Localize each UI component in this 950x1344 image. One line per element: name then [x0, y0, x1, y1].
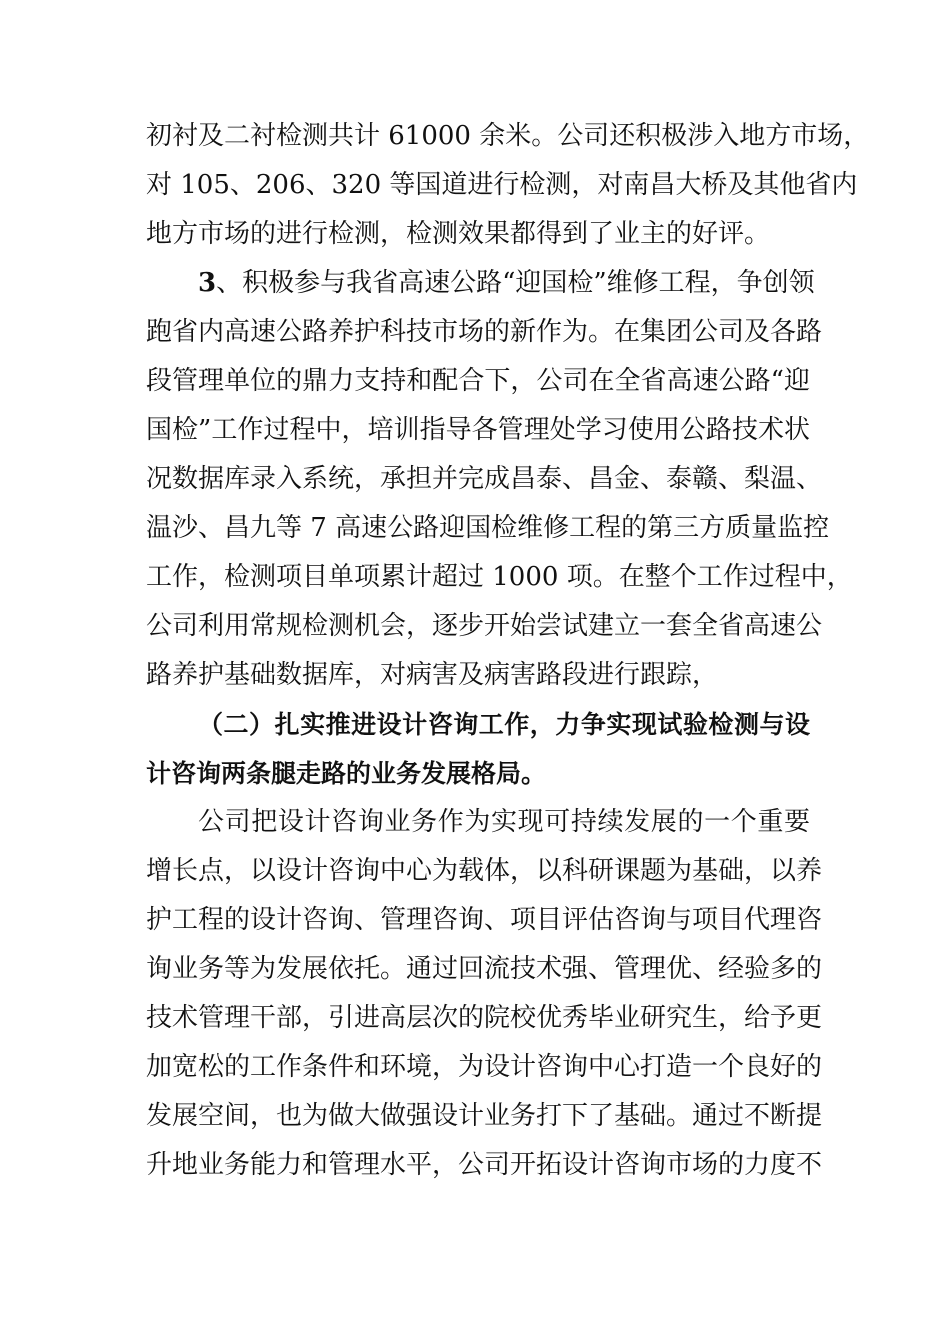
text-line-content: 、积极参与我省高速公路“迎国检”维修工程，争创领 [216, 268, 815, 298]
text-line: 增长点，以设计咨询中心为载体，以科研课题为基础，以养 [146, 856, 823, 886]
text-line: 询业务等为发展依托。通过回流技术强、管理优、经验多的 [146, 954, 823, 984]
text-line: 跑省内高速公路养护科技市场的新作为。在集团公司及各路 [146, 317, 823, 347]
text-line: 路养护基础数据库，对病害及病害路段进行跟踪， [146, 660, 719, 690]
text-line: 发展空间，也为做大做强设计业务打下了基础。通过不断提 [146, 1101, 823, 1131]
text-line: 公司利用常规检测机会，逐步开始尝试建立一套全省高速公 [146, 611, 823, 641]
text-line: 技术管理干部，引进高层次的院校优秀毕业研究生，给予更 [146, 1003, 823, 1033]
text-line: 公司把设计咨询业务作为实现可持续发展的一个重要 [198, 807, 810, 837]
text-line: 地方市场的进行检测，检测效果都得到了业主的好评。 [146, 219, 771, 249]
section-heading: （二）扎实推进设计咨询工作，力争实现试验检测与设 [198, 710, 810, 739]
text-line: 升地业务能力和管理水平，公司开拓设计咨询市场的力度不 [146, 1150, 823, 1180]
text-line: 况数据库录入系统，承担并完成昌泰、昌金、泰赣、梨温、 [146, 464, 823, 494]
document-body [146, 112, 870, 1190]
text-line: 护工程的设计咨询、管理咨询、项目评估咨询与项目代理咨 [146, 905, 823, 935]
text-line: 温沙、昌九等 7 高速公路迎国检维修工程的第三方质量监控 [146, 513, 830, 543]
text-line: 对 105、206、320 等国道进行检测，对南昌大桥及其他省内 [146, 170, 858, 200]
text-line: 初衬及二衬检测共计 61000 余米。公司还积极涉入地方市场， [146, 121, 870, 151]
text-line: 段管理单位的鼎力支持和配合下，公司在全省高速公路“迎 [146, 366, 810, 396]
item-number: 3 [198, 268, 217, 298]
text-line: 加宽松的工作条件和环境，为设计咨询中心打造一个良好的 [146, 1052, 823, 1082]
section-heading: 计咨询两条腿走路的业务发展格局。 [146, 759, 547, 788]
text-line: 国检”工作过程中，培训指导各管理处学习使用公路技术状 [146, 415, 810, 445]
text-line [146, 259, 815, 308]
text-line: 工作，检测项目单项累计超过 1000 项。在整个工作过程中， [146, 562, 853, 592]
